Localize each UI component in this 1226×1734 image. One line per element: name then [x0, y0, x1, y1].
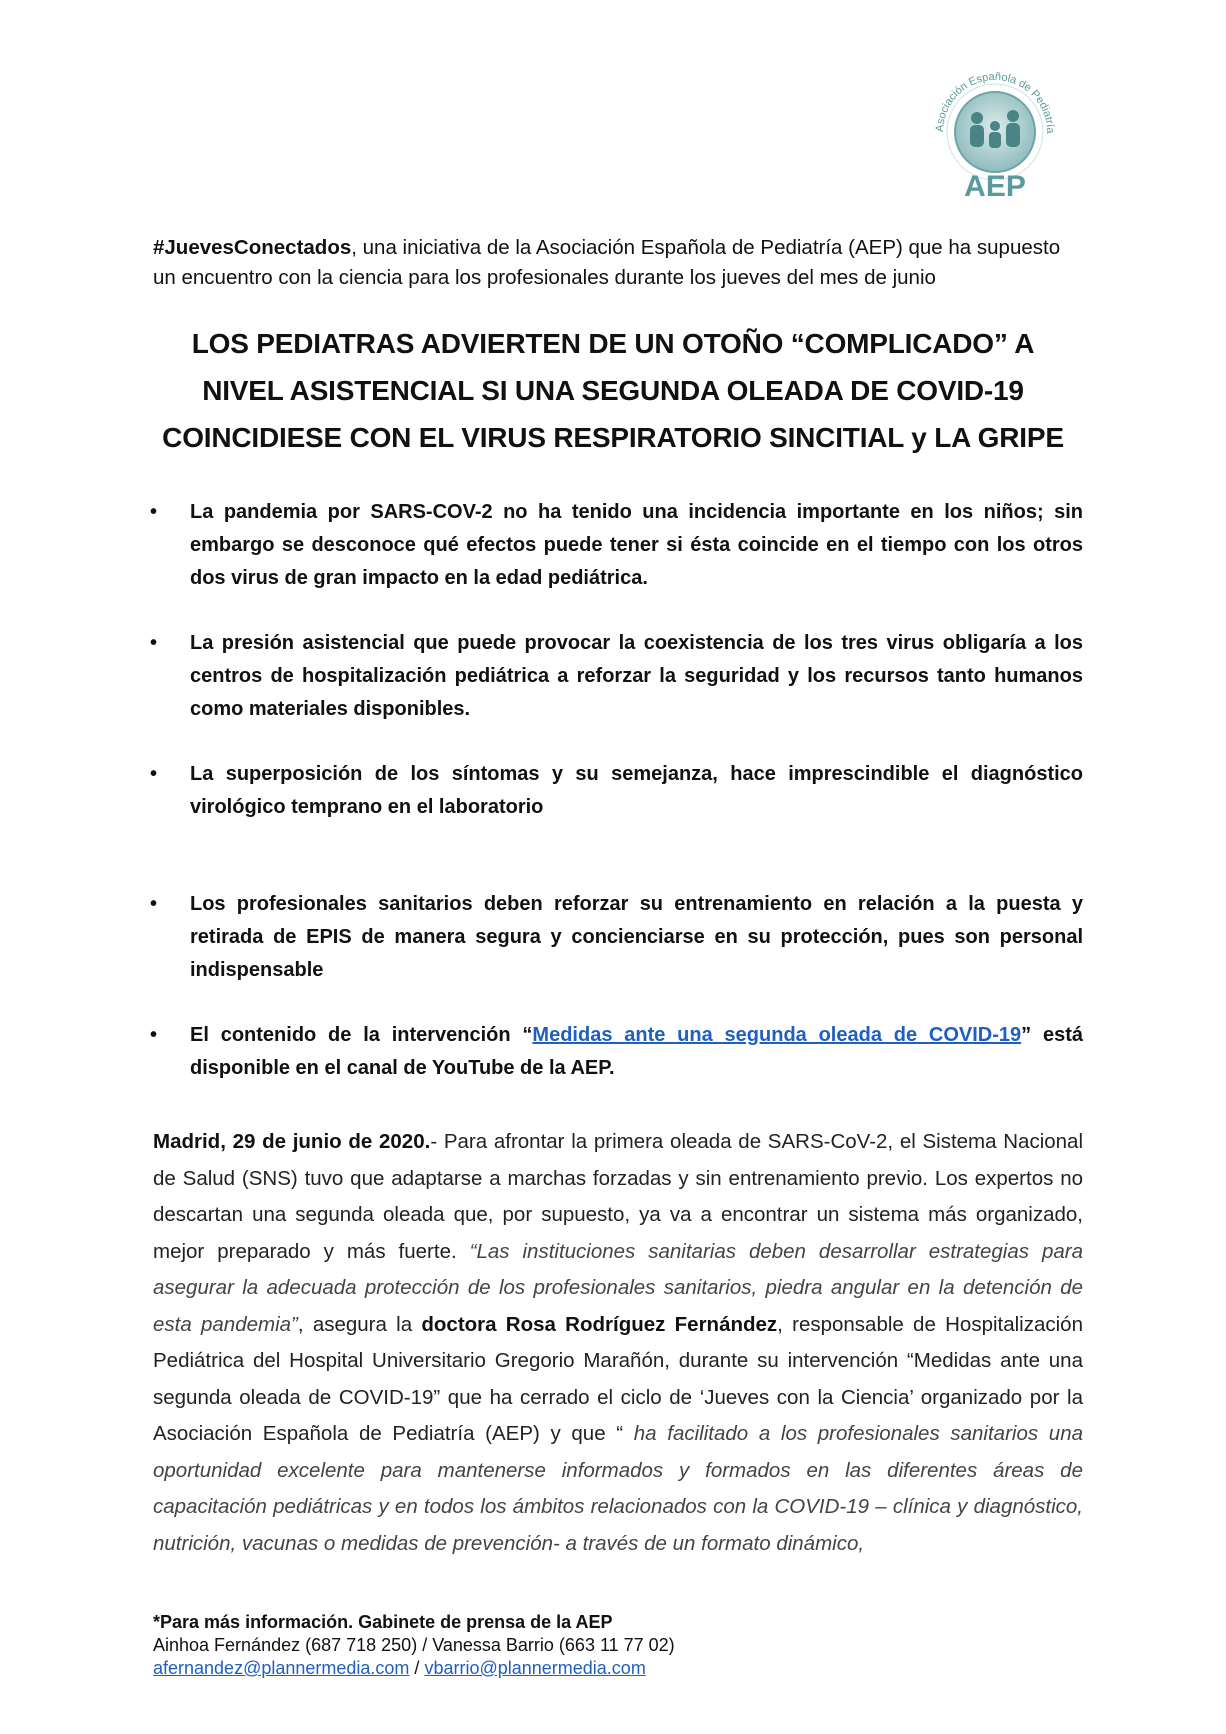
quote: “Las instituciones sanitarias deben desarrollar estrategias para asegurar la adecuada protección de los profesionales sanitarios, piedra angular en la detención de esta pandemia” — [153, 1239, 1083, 1336]
intro-hashtag: #JuevesConectados — [153, 236, 352, 259]
key-points-list — [190, 496, 1083, 1085]
email-separator: / — [409, 1658, 425, 1678]
email-link-vbarrio[interactable]: vbarrio@plannermedia.com — [424, 1658, 646, 1678]
key-point-text: ” está disponible en el canal de YouTube de la AEP. — [190, 1024, 1083, 1079]
headline-line-1: LOS PEDIATRAS ADVIERTEN DE UN OTOÑO “COMPLICADO” A — [191, 328, 1035, 359]
aep-logo-emblem — [925, 52, 1065, 204]
key-point: • La presión asistencial que puede provocar la coexistencia de los tres virus obligaría a los centros de hospitalización pediátrica a reforzar la seguridad y los recursos tanto humanos como materiales disponibles. — [190, 627, 1083, 726]
doctor-name: doctora Rosa Rodríguez Fernández — [421, 1312, 778, 1336]
body-text: , responsable de Hospitalización Pediátrica del Hospital Universitario Gregorio Marañón, durante su intervención “Medidas ante una segunda oleada de COVID-19” que ha cerrado el ciclo de ‘Jueves con la Ciencia’ organizado por la Asociación Española de Pediatría (AEP) y que “ — [153, 1312, 1083, 1445]
key-point: • La superposición de los síntomas y su semejanza, hace imprescindible el diagnóstico virológico temprano en el laboratorio — [190, 758, 1083, 824]
email-link-afernandez[interactable]: afernandez@plannermedia.com — [153, 1658, 410, 1678]
body-text: , asegura la — [297, 1312, 422, 1336]
intro-text: , una iniciativa de la Asociación Española de Pediatría (AEP) que ha supuesto un encuentro con la ciencia para los profesionales durante los jueves del mes de junio — [153, 236, 1061, 289]
logo-ring-text: Asociación Española de Pediatría — [933, 70, 1057, 134]
key-point — [190, 1019, 1083, 1085]
quote: ha facilitado a los profesionales sanitarios una oportunidad excelente para mantenerse informados y formados en las diferentes áreas de capacitación pediátricas y en todos los ámbitos relacionados con la COVID-19 – clínica y diagnóstico, nutrición, vacunas o medidas de prevención- a través de un formato dinámico, — [153, 1422, 1083, 1555]
logo-acronym: AEP — [964, 170, 1026, 203]
headline-line-3: COINCIDIESE CON EL VIRUS RESPIRATORIO SINCITIAL y LA GRIPE — [162, 422, 1064, 453]
key-point: • La pandemia por SARS-COV-2 no ha tenido una incidencia importante en los niños; sin embargo se desconoce qué efectos puede tener si ésta coincide en el tiempo con los otros dos virus de gran impacto en la edad pediátrica. — [190, 496, 1083, 595]
footer-emails — [153, 1657, 1053, 1680]
dateline: Madrid, 29 de junio de 2020. — [153, 1130, 431, 1153]
key-point-text: El contenido de la intervención “ — [190, 1024, 533, 1046]
headline — [130, 320, 1096, 461]
footer-contacts: Ainhoa Fernández (687 718 250) / Vanessa Barrio (663 11 77 02) — [153, 1635, 675, 1655]
key-point: • Los profesionales sanitarios deben reforzar su entrenamiento en relación a la puesta y retirada de EPIS de manera segura y concienciarse en su protección, pues son personal indispensable — [190, 888, 1083, 987]
body-text: - Para afrontar la primera oleada de SARS-CoV-2, el Sistema Nacional de Salud (SNS) tuvo que adaptarse a marchas forzadas y sin entrenamiento previo. Los expertos no descartan una segunda oleada que, por supuesto, ya va a encontrar un sistema más organizado, mejor preparado y más fuerte. — [153, 1130, 1084, 1263]
footer-title: *Para más información. Gabinete de prensa de la AEP — [153, 1612, 613, 1632]
intro-paragraph — [153, 233, 1073, 293]
press-contact-footer — [153, 1611, 1053, 1680]
article-body — [153, 1124, 1083, 1562]
headline-line-2: NIVEL ASISTENCIAL SI UNA SEGUNDA OLEADA DE COVID-19 — [202, 375, 1024, 406]
youtube-video-link[interactable]: Medidas ante una segunda oleada de COVID-19 — [532, 1024, 1022, 1046]
aep-logo — [925, 52, 1065, 204]
